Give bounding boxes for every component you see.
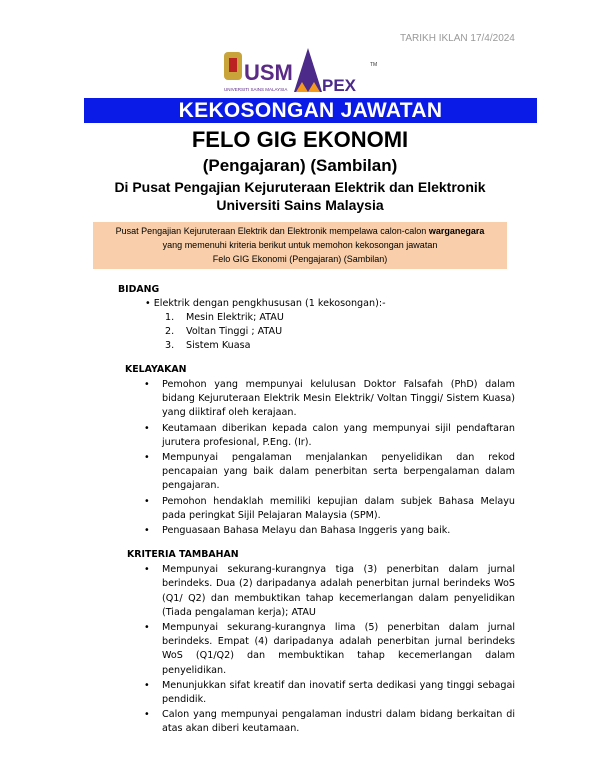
apex-logo-text: PEX — [322, 76, 357, 95]
list-item: 1. Mesin Elektrik; ATAU — [165, 312, 284, 323]
list-item: • Menunjukkan sifat kreatif dan inovatif serta dedikasi yang tinggi sebagai pendidik. — [144, 679, 515, 706]
svg-text:TM: TM — [370, 62, 378, 68]
list-item: • Mempunyai sekurang-kurangnya lima (5) penerbitan dalam jurnal berindeks. Empat (4) daripadanya adalah penerbitan jurnal berindeks WoS (Q1/Q2) dan membuktikan tahap kecemerlangan dalam penyelidikan. — [144, 622, 515, 676]
usm-crest-icon — [224, 52, 242, 80]
location-line-1: Di Pusat Pengajian Kejuruteraan Elektrik dan Elektronik — [114, 179, 486, 195]
bidang-heading: BIDANG — [118, 284, 160, 295]
list-item: • Pemohon hendaklah memiliki kepujian dalam subjek Bahasa Melayu pada peringkat Sijil Pelajaran Malaysia (SPM). — [144, 495, 515, 521]
usm-logo-text: USM — [244, 60, 293, 85]
list-item: • Keutamaan diberikan kepada calon yang mempunyai sijil pendaftaran jurutera profesional, P.Eng. (Ir). — [144, 422, 515, 448]
position-title: FELO GIG EKONOMI — [191, 127, 409, 152]
kelayakan-list — [140, 378, 515, 538]
bidang-list — [165, 311, 600, 353]
bidang-bullet: • Elektrik dengan pengkhususan (1 kekosongan):- — [145, 298, 386, 309]
apex-logo-icon — [294, 48, 377, 95]
location-line-2: Universiti Sains Malaysia — [216, 197, 384, 213]
intro-box: Pusat Pengajian Kejuruteraan Elektrik dan Elektronik mempelawa calon-calon warganegara yang memenuhi kriteria berikut untuk memohon kekosongan jawatan Felo GIG Ekonomi (Pengajaran) (Sambilan) — [93, 222, 507, 269]
list-item: • Mempunyai pengalaman menjalankan penyelidikan dan rekod pencapaian yang baik dalam penerbitan serta berpengalaman dalam pengajaran. — [144, 452, 515, 492]
list-item: • Penguasaan Bahasa Melayu dan Bahasa Inggeris yang baik. — [144, 525, 451, 537]
list-item: • Calon yang mempunyai pengalaman industri dalam bidang berkaitan di atas akan diberi keutamaan. — [144, 709, 515, 735]
list-item: • Mempunyai sekurang-kurangnya tiga (3) penerbitan dalam jurnal berindeks. Dua (2) daripadanya adalah penerbitan jurnal berindeks WoS (Q1/ Q2) dan membuktikan tahap kecemerlangan dalam penyelidikan (Tiada pengalaman kerja); ATAU — [144, 564, 515, 618]
usm-logo-subtext: UNIVERSITI SAINS MALAYSIA — [224, 87, 288, 92]
list-item: 3. Sistem Kuasa — [165, 340, 251, 351]
list-item: • Pemohon yang mempunyai kelulusan Doktor Falsafah (PhD) dalam bidang Kejuruteraan Elektrik Mesin Elektrik/ Voltan Tinggi/ Sistem Kuasa) yang diiktiraf oleh kerajaan. — [144, 379, 515, 419]
kelayakan-heading: KELAYAKAN — [125, 364, 187, 375]
kriteria-heading: KRITERIA TAMBAHAN — [127, 549, 239, 561]
usm-apex-logos — [222, 46, 382, 96]
list-item: 2. Voltan Tinggi ; ATAU — [165, 326, 283, 337]
advert-date: TARIKH IKLAN 17/4/2024 — [400, 33, 515, 44]
kriteria-list — [140, 563, 515, 736]
position-subtitle: (Pengajaran) (Sambilan) — [202, 156, 398, 175]
vacancy-banner: KEKOSONGAN JAWATAN — [84, 98, 537, 123]
